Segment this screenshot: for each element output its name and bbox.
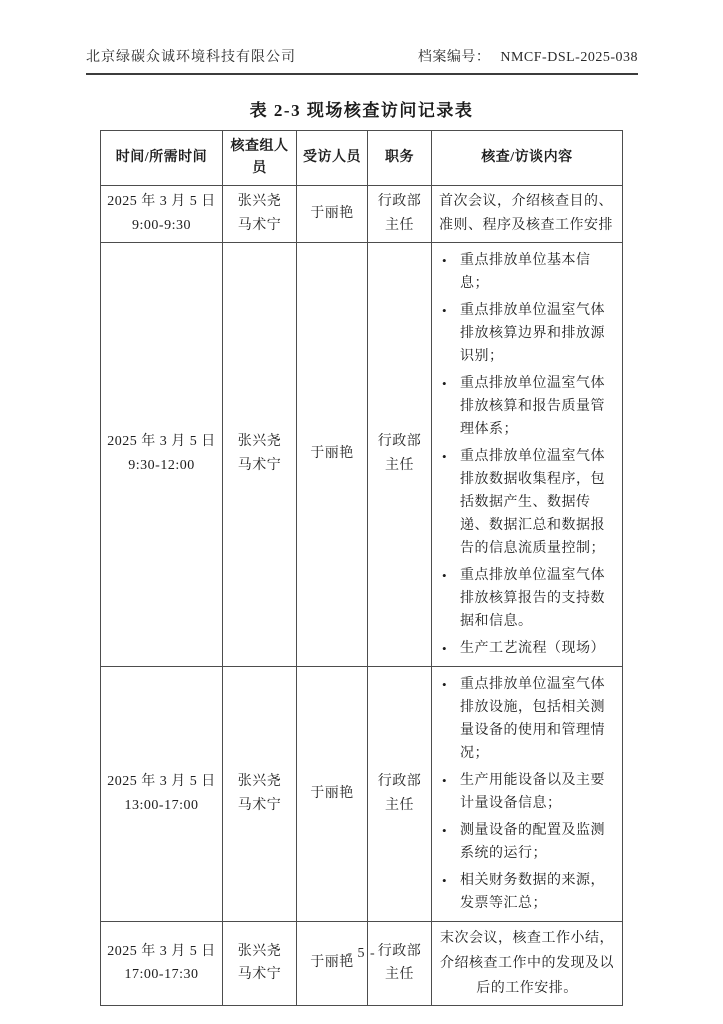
verifiers-cell <box>223 242 297 666</box>
bullet-item <box>439 869 617 915</box>
bullet-text: 测量设备的配置及监测系统的运行； <box>460 822 605 861</box>
bullet-item <box>439 249 617 295</box>
date-text: 2025 年 3 月 5 日 <box>107 773 216 789</box>
bullet-item <box>439 819 617 865</box>
time-range-text: 9:30-12:00 <box>128 458 195 474</box>
position-line: 主任 <box>385 797 414 813</box>
bullet-text: 重点排放单位温室气体排放核算边界和排放源识别； <box>460 302 605 364</box>
header-position: 职务 <box>368 131 432 186</box>
date-text: 2025 年 3 月 5 日 <box>107 194 216 209</box>
interviewee-cell: 于丽艳 <box>297 242 368 666</box>
verifier-name: 马术宁 <box>237 458 282 474</box>
position-line: 主任 <box>385 458 414 474</box>
bullet-icon: • <box>442 567 448 583</box>
header-time: 时间/所需时间 <box>101 131 223 186</box>
time-range-text: 17:00-17:30 <box>124 967 199 983</box>
bullet-icon: • <box>442 772 448 788</box>
table-row <box>101 666 623 921</box>
position-line: 行政部 <box>377 434 422 450</box>
bullet-item <box>439 637 617 660</box>
content-cell: 首次会议，介绍核查目的、准则、程序及核查工作安排 <box>432 186 623 243</box>
bullet-text: 生产用能设备以及主要计量设备信息； <box>460 772 605 811</box>
header-interviewee: 受访人员 <box>297 131 368 186</box>
bullet-icon: • <box>442 302 448 318</box>
bullet-text: 重点排放单位温室气体排放数据收集程序，包括数据产生、数据传递、数据汇总和数据报告的信息流质量控制； <box>460 448 605 556</box>
position-line: 行政部 <box>377 194 422 209</box>
bullet-item <box>439 769 617 815</box>
bullet-text: 相关财务数据的来源，发票等汇总； <box>460 872 605 911</box>
bullet-item <box>439 673 617 765</box>
position-line: 主任 <box>385 217 414 233</box>
interviewee-cell: 于丽艳 <box>297 186 368 243</box>
bullet-icon: • <box>442 252 448 268</box>
verifier-name: 张兴尧 <box>237 773 282 789</box>
verifiers-cell <box>223 186 297 243</box>
bullet-icon: • <box>442 872 448 888</box>
verifier-name: 张兴尧 <box>237 943 282 959</box>
content-cell: 末次会议，核查工作小结，介绍核查工作中的发现及以后的工作安排。 <box>432 921 623 1006</box>
time-cell <box>101 186 223 243</box>
content-cell <box>432 242 623 666</box>
date-text: 2025 年 3 月 5 日 <box>107 943 216 959</box>
position-line: 行政部 <box>377 773 422 789</box>
header-verifiers: 核查组人员 <box>223 131 297 186</box>
position-cell <box>368 921 432 1006</box>
archive-number: NMCF-DSL-2025-038 <box>500 50 638 65</box>
content-cell <box>432 666 623 921</box>
verifier-name: 马术宁 <box>237 217 282 233</box>
bullet-text: 重点排放单位温室气体排放核算报告的支持数据和信息。 <box>460 567 605 629</box>
time-cell <box>101 666 223 921</box>
bullet-text: 重点排放单位温室气体排放核算和报告质量管理体系； <box>460 375 605 437</box>
position-line: 主任 <box>385 967 414 983</box>
page-header <box>86 46 638 75</box>
archive-number-group <box>418 46 638 66</box>
table-row <box>101 242 623 666</box>
verifier-name: 马术宁 <box>237 967 282 983</box>
bullet-icon: • <box>442 448 448 464</box>
verifiers-cell <box>223 666 297 921</box>
table-title: 表 2-3 现场核查访问记录表 <box>249 101 474 120</box>
position-cell <box>368 186 432 243</box>
bullet-icon: • <box>442 822 448 838</box>
bullet-text: 重点排放单位基本信息； <box>460 252 591 291</box>
table-header-row <box>101 131 623 186</box>
interviewee-cell: 于丽艳 <box>297 666 368 921</box>
bullet-text: 重点排放单位温室气体排放设施，包括相关测量设备的使用和管理情况； <box>460 676 605 761</box>
verifier-name: 张兴尧 <box>237 434 282 450</box>
bullet-text: 生产工艺流程（现场） <box>460 640 605 656</box>
bullet-item <box>439 564 617 633</box>
interviewee-cell: 于丽艳 <box>297 921 368 1006</box>
header-content: 核查/访谈内容 <box>432 131 623 186</box>
verifier-name: 张兴尧 <box>237 194 282 209</box>
table-row <box>101 186 623 243</box>
date-text: 2025 年 3 月 5 日 <box>107 434 216 450</box>
archive-label: 档案编号： <box>417 50 491 65</box>
time-range-text: 13:00-17:00 <box>124 797 199 813</box>
position-cell <box>368 666 432 921</box>
inspection-record-table <box>100 130 623 1006</box>
bullet-icon: • <box>442 640 448 656</box>
company-name: 北京绿碳众诚环境科技有限公司 <box>86 50 296 65</box>
bullet-item <box>439 445 617 560</box>
verifiers-cell <box>223 921 297 1006</box>
time-cell <box>101 242 223 666</box>
bullet-item <box>439 299 617 368</box>
time-range-text: 9:00-9:30 <box>132 217 191 233</box>
bullet-icon: • <box>442 676 448 692</box>
bullet-icon: • <box>442 375 448 391</box>
position-line: 行政部 <box>377 943 422 959</box>
bullet-item <box>439 372 617 441</box>
verifier-name: 马术宁 <box>237 797 282 813</box>
page-number: - 5 - <box>347 946 376 961</box>
table-row <box>101 921 623 1006</box>
position-cell <box>368 242 432 666</box>
time-cell <box>101 921 223 1006</box>
